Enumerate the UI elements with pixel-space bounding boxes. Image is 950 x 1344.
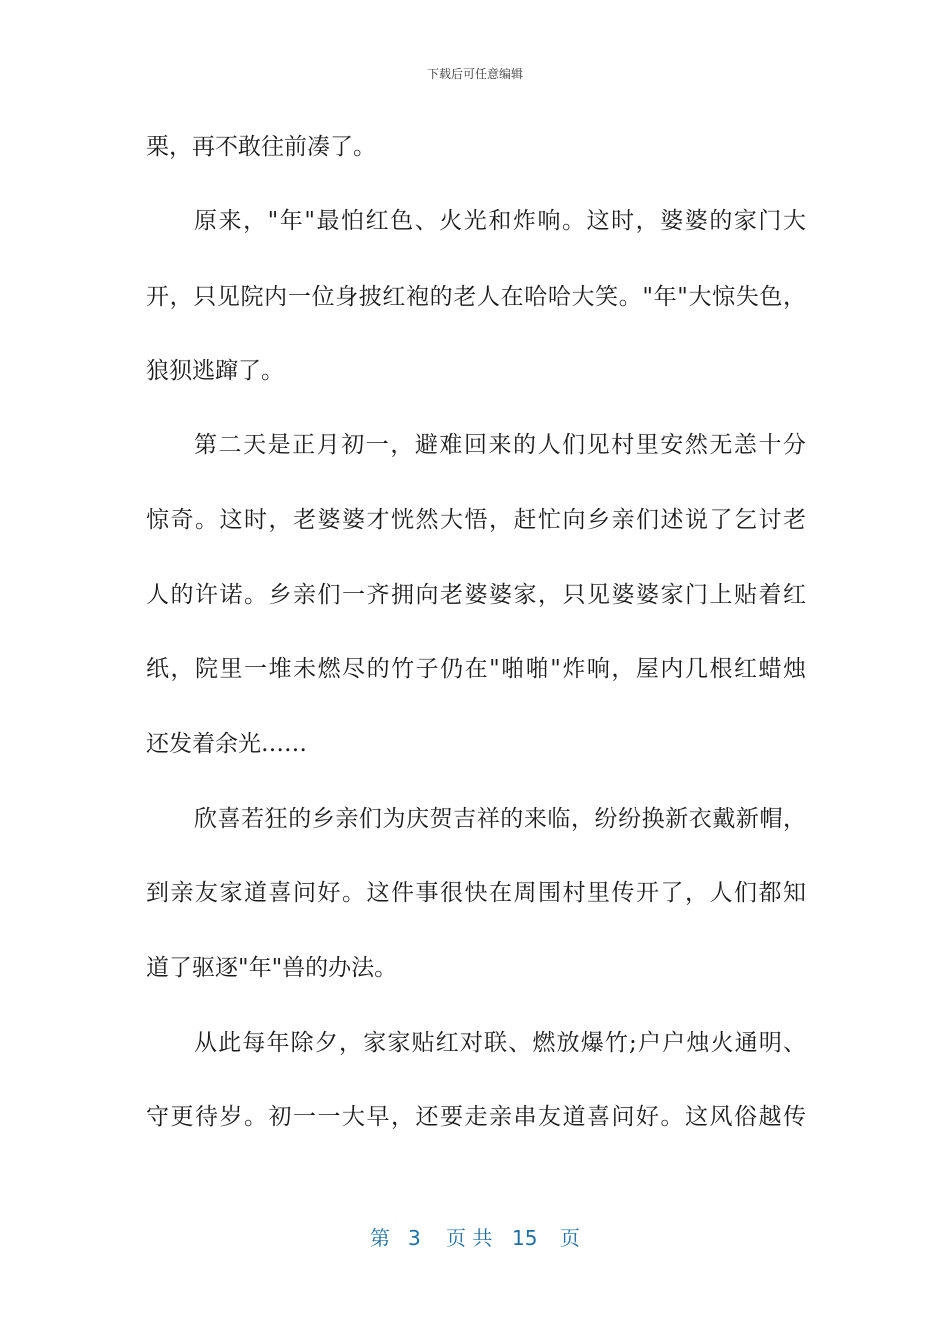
text-line: 惊奇。这时，老婆婆才恍然大悟，赶忙向乡亲们述说了乞讨老 [146, 507, 806, 533]
text-line: 第二天是正月初一，避难回来的人们见村里安然无恙十分 [194, 432, 806, 458]
footer-page-number: 3 [408, 1226, 421, 1250]
text-line: 还发着余光…… [146, 731, 307, 757]
page-header: 下载后可任意编辑 [426, 67, 523, 81]
text-line: 原来，"年"最怕红色、火光和炸响。这时，婆婆的家门大 [194, 208, 806, 234]
text-line: 道了驱逐"年"兽的办法。 [146, 955, 398, 981]
text-line: 从此每年除夕，家家贴红对联、燃放爆竹;户户烛火通明、 [194, 1030, 806, 1056]
text-line: 狼狈逃蹿了。 [146, 358, 284, 384]
footer-prefix: 第 [370, 1226, 390, 1250]
text-line: 欣喜若狂的乡亲们为庆贺吉祥的来临，纷纷换新衣戴新帽， [194, 806, 806, 832]
text-line: 开，只见院内一位身披红袍的老人在哈哈大笑。"年"大惊失色， [146, 284, 806, 310]
text-line: 纸，院里一堆未燃尽的竹子仍在"啪啪"炸响，屋内几根红蜡烛 [146, 656, 806, 682]
footer-middle: 页 共 [446, 1226, 493, 1250]
footer-suffix: 页 [560, 1226, 580, 1250]
text-line: 人的许诺。乡亲们一齐拥向老婆婆家，只见婆婆家门上贴着红 [146, 582, 806, 608]
footer-total-pages: 15 [512, 1226, 538, 1250]
text-line: 守更待岁。初一一大早，还要走亲串友道喜问好。这风俗越传 [146, 1104, 806, 1130]
text-line: 到亲友家道喜问好。这件事很快在周围村里传开了，人们都知 [146, 880, 806, 906]
text-line: 栗，再不敢往前凑了。 [146, 134, 376, 160]
